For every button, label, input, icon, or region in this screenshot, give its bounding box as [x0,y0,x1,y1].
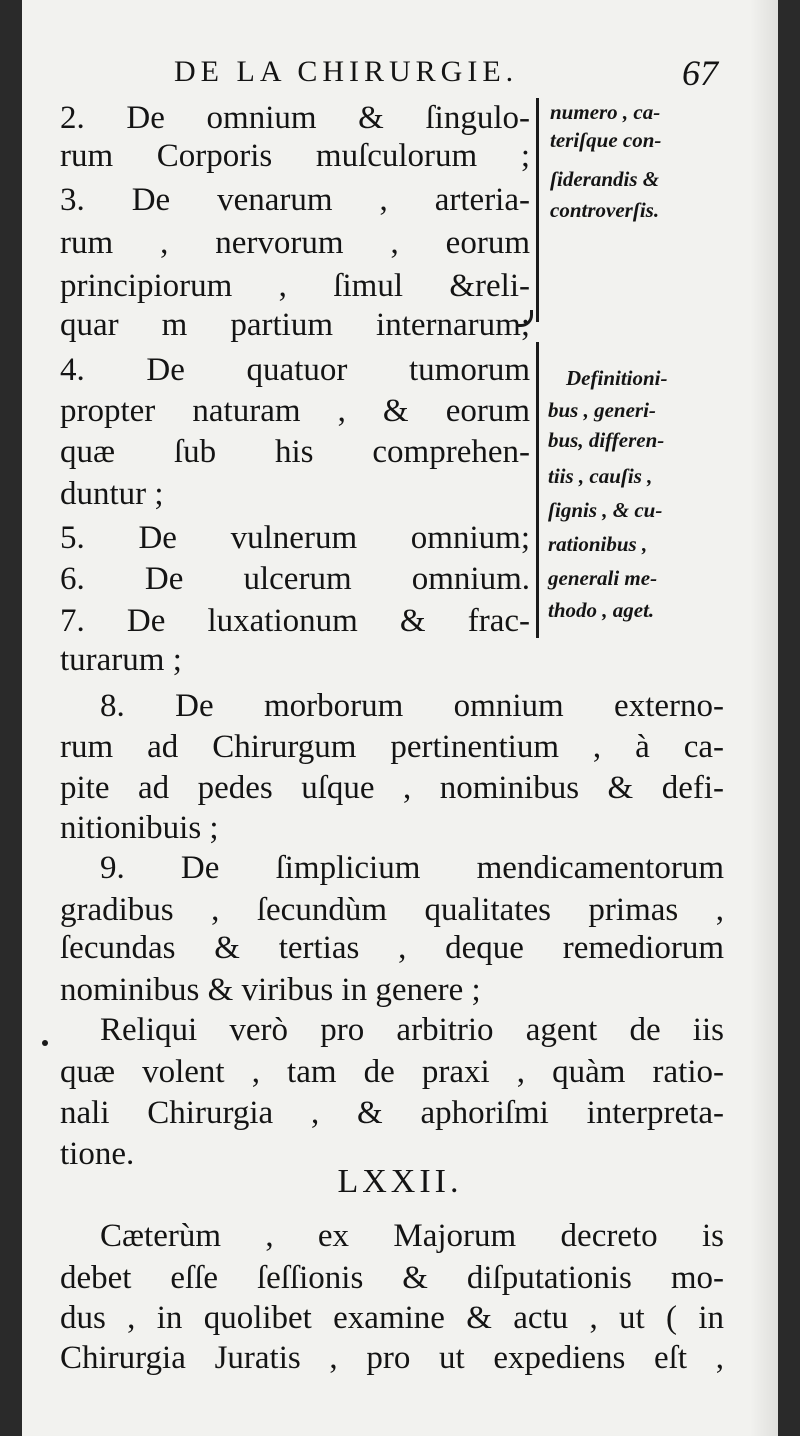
page-number: 67 [682,53,718,93]
ink-spot [42,1040,48,1046]
text-line: 5. De vulnerum omnium; [60,520,530,556]
text-line: Cæterùm , ex Majorum decreto is [100,1218,724,1254]
text-line: nominibus & viribus in genere ; [60,972,481,1008]
text-line: principiorum , ſimul &reli- [60,268,530,304]
text-line: 2. De omnium & ſingulo- [60,100,530,136]
marginal-note: bus , generi- [548,398,656,422]
brace-curl [516,310,533,327]
marginal-note: controverſis. [550,198,660,222]
running-head: DE LA CHIRURGIE. [174,55,519,88]
marginal-note: tiis , cauſis , [548,464,653,488]
brace-bracket [522,342,539,638]
text-line: 8. De morborum omnium externo- [100,688,724,724]
text-line: debet eſſe ſeſſionis & diſputationis mo- [60,1260,724,1296]
marginal-note: generali me- [548,566,658,590]
text-line: rum , nervorum , eorum [60,225,530,261]
text-line: rum Corporis muſculorum ; [60,138,530,174]
text-line: rum ad Chirurgum pertinentium , à ca- [60,729,724,765]
text-line: ſecundas & tertias , deque remediorum [60,930,724,966]
text-line: 3. De venarum , arteria- [60,182,530,218]
text-line: Chirurgia Juratis , pro ut expediens eſt , [60,1340,724,1376]
text-line: quar m partium internarum; [60,307,530,343]
text-line: quæ volent , tam de praxi , quàm ratio- [60,1054,724,1090]
text-line: 6. De ulcerum omnium. [60,561,530,597]
brace-bracket [522,98,539,322]
marginal-note: rationibus , [548,532,648,556]
text-line: quæ ſub his comprehen- [60,434,530,470]
marginal-note: thodo , aget. [548,598,655,622]
marginal-note: ſiderandis & [550,167,660,191]
text-line: propter naturam , & eorum [60,393,530,429]
text-line: duntur ; [60,476,164,512]
text-line: 4. De quatuor tumorum [60,352,530,388]
marginal-note: bus, differen- [548,428,665,452]
text-line: turarum ; [60,642,182,678]
marginal-note: ſignis , & cu- [548,498,663,522]
marginal-note: teriſque con- [550,128,662,152]
text-line: nitionibuis ; [60,810,219,846]
text-line: 7. De luxationum & frac- [60,603,530,639]
text-line: nali Chirurgia , & aphoriſmi interpreta- [60,1095,724,1131]
marginal-note: numero , ca- [550,100,661,124]
marginal-note: Definitioni- [566,366,668,390]
text-line: 9. De ſimplicium mendicamentorum [100,850,724,886]
section-number-heading: LXXII. [337,1163,463,1200]
text-line: dus , in quolibet examine & actu , ut ( in [60,1300,724,1336]
text-line: pite ad pedes uſque , nominibus & defi- [60,770,724,806]
book-page [22,0,778,1436]
text-line: Reliqui verò pro arbitrio agent de iis [100,1012,724,1048]
page-edge-shadow [750,0,778,1436]
text-line: tione. [60,1136,135,1172]
text-line: gradibus , ſecundùm qualitates primas , [60,892,724,928]
